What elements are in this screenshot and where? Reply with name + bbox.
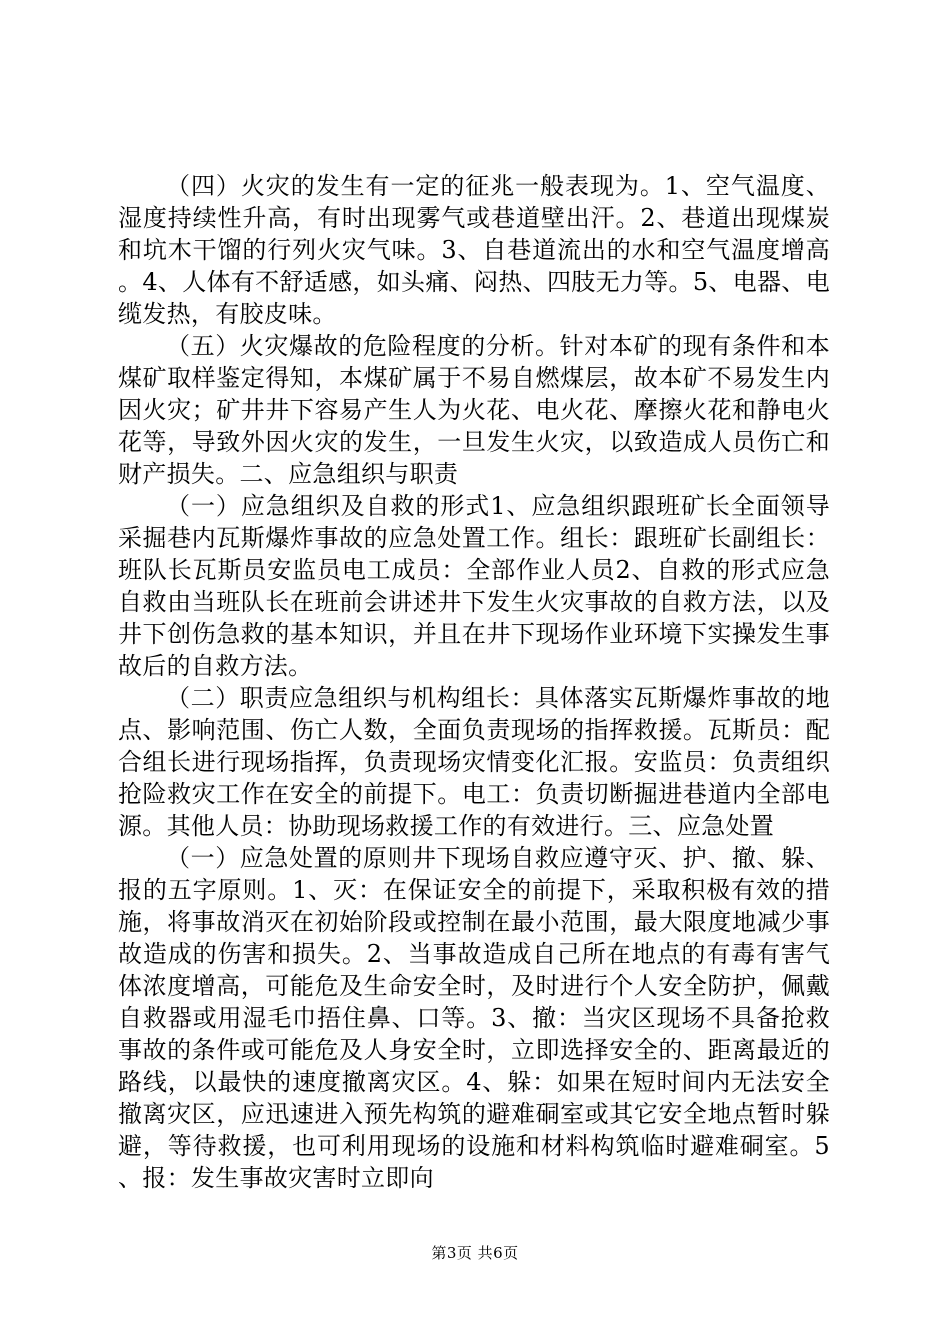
paragraph-fire-risk-analysis: （五）火灾爆故的危险程度的分析。针对本矿的现有条件和本煤矿取样鉴定得知，本煤矿属于不易自燃煤层，故本矿不易发生内因火灾；矿井井下容易产生人为火花、电火花、摩擦火花和静电火花等，导致外因火灾的发生，一旦发生火灾，以致造成人员伤亡和财产损失。二、应急组织与职责 [118, 332, 830, 488]
paragraph-duties: （二）职责应急组织与机构组长：具体落实瓦斯爆炸事故的地点、影响范围、伤亡人数，全面负责现场的指挥救援。瓦斯员：配合组长进行现场指挥，负责现场灾情变化汇报。安监员：负责组织抢险救灾工作在安全的前提下。电工：负责切断掘进巷道内全部电源。其他人员：协助现场救援工作的有效进行。三、应急处置 [118, 684, 830, 840]
paragraph-emergency-principles: （一）应急处置的原则井下现场自救应遵守灭、护、撤、躲、报的五字原则。1、灭：在保证安全的前提下，采取积极有效的措施，将事故消灭在初始阶段或控制在最小范围，最大限度地减少事故造成的伤害和损失。2、当事故造成自己所在地点的有毒有害气体浓度增高，可能危及生命安全时，及时进行个人安全防护，佩戴自救器或用湿毛巾捂住鼻、口等。3、撤：当灾区现场不具备抢救事故的条件或可能危及人身安全时，立即选择安全的、距离最近的路线，以最快的速度撤离灾区。4、躲：如果在短时间内无法安全撤离灾区，应迅速进入预先构筑的避难硐室或其它安全地点暂时躲避，等待救援，也可利用现场的设施和材料构筑临时避难硐室。5、报：发生事故灾害时立即向 [118, 844, 830, 1192]
paragraph-fire-warning-signs: （四）火灾的发生有一定的征兆一般表现为。1、空气温度、湿度持续性升高，有时出现雾气或巷道壁出汗。2、巷道出现煤炭和坑木干馏的行列火灾气味。3、自巷道流出的水和空气温度增高。4、人体有不舒适感，如头痛、闷热、四肢无力等。5、电器、电缆发热，有胶皮味。 [118, 172, 830, 328]
paragraph-emergency-organization: （一）应急组织及自救的形式1、应急组织跟班矿长全面领导采掘巷内瓦斯爆炸事故的应急处置工作。组长：跟班矿长副组长：班队长瓦斯员安监员电工成员：全部作业人员2、自救的形式应急自救由当班队长在班前会讲述井下发生火灾事故的自救方法，以及井下创伤急救的基本知识，并且在井下现场作业环境下实操发生事故后的自救方法。 [118, 492, 830, 680]
page-number-footer: 第3页 共6页 [431, 1244, 519, 1262]
document-body [118, 170, 830, 1194]
